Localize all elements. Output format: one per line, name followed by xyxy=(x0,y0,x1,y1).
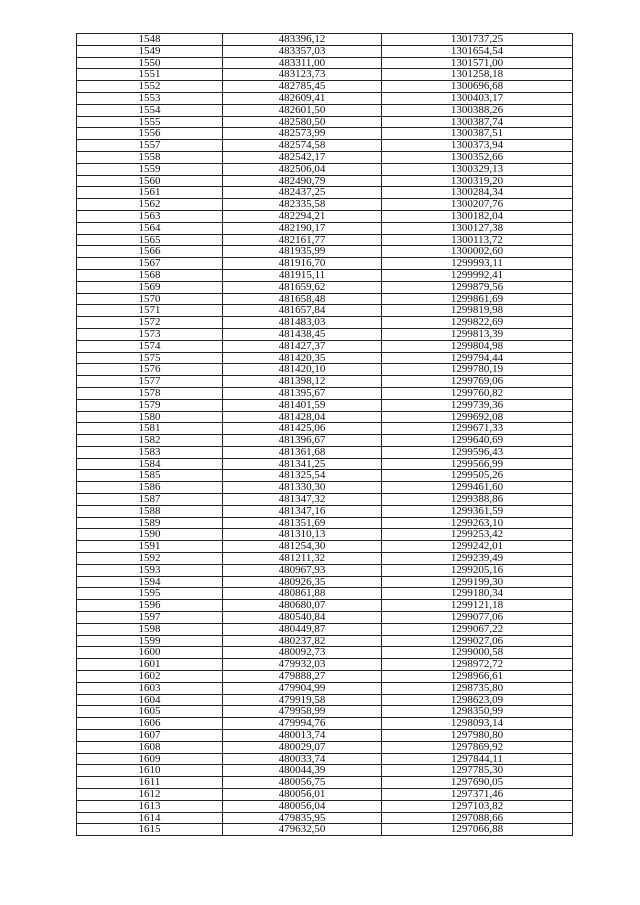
point-number-cell: 1602 xyxy=(77,671,223,683)
table-row xyxy=(77,163,573,175)
x-coordinate-cell: 481438,45 xyxy=(223,328,382,340)
point-number-cell: 1593 xyxy=(77,564,223,576)
x-coordinate-cell: 481398,12 xyxy=(223,376,382,388)
y-coordinate-cell: 1299239,49 xyxy=(382,553,573,565)
y-coordinate-cell: 1299879,56 xyxy=(382,281,573,293)
table-row xyxy=(77,104,573,116)
table-row xyxy=(77,494,573,506)
point-number-cell: 1597 xyxy=(77,612,223,624)
y-coordinate-cell: 1297785,30 xyxy=(382,765,573,777)
table-row xyxy=(77,57,573,69)
y-coordinate-cell: 1301571,00 xyxy=(382,57,573,69)
table-row xyxy=(77,694,573,706)
table-row xyxy=(77,34,573,46)
x-coordinate-cell: 482574,58 xyxy=(223,140,382,152)
x-coordinate-cell: 480056,01 xyxy=(223,789,382,801)
x-coordinate-cell: 481427,37 xyxy=(223,340,382,352)
x-coordinate-cell: 480861,88 xyxy=(223,588,382,600)
point-number-cell: 1610 xyxy=(77,765,223,777)
y-coordinate-cell: 1301654,54 xyxy=(382,45,573,57)
point-number-cell: 1550 xyxy=(77,57,223,69)
point-number-cell: 1588 xyxy=(77,505,223,517)
point-number-cell: 1578 xyxy=(77,387,223,399)
point-number-cell: 1572 xyxy=(77,317,223,329)
point-number-cell: 1598 xyxy=(77,623,223,635)
point-number-cell: 1569 xyxy=(77,281,223,293)
coordinates-table xyxy=(76,33,573,836)
point-number-cell: 1560 xyxy=(77,175,223,187)
point-number-cell: 1553 xyxy=(77,92,223,104)
point-number-cell: 1608 xyxy=(77,741,223,753)
table-row xyxy=(77,92,573,104)
table-row xyxy=(77,482,573,494)
y-coordinate-cell: 1299739,36 xyxy=(382,399,573,411)
point-number-cell: 1564 xyxy=(77,222,223,234)
table-row xyxy=(77,777,573,789)
y-coordinate-cell: 1300207,76 xyxy=(382,199,573,211)
point-number-cell: 1562 xyxy=(77,199,223,211)
point-number-cell: 1568 xyxy=(77,269,223,281)
y-coordinate-cell: 1298972,72 xyxy=(382,659,573,671)
x-coordinate-cell: 480056,75 xyxy=(223,777,382,789)
table-row xyxy=(77,128,573,140)
x-coordinate-cell: 480029,07 xyxy=(223,741,382,753)
y-coordinate-cell: 1300387,74 xyxy=(382,116,573,128)
x-coordinate-cell: 482190,17 xyxy=(223,222,382,234)
x-coordinate-cell: 480540,84 xyxy=(223,612,382,624)
y-coordinate-cell: 1299388,86 xyxy=(382,494,573,506)
point-number-cell: 1570 xyxy=(77,293,223,305)
point-number-cell: 1577 xyxy=(77,376,223,388)
point-number-cell: 1552 xyxy=(77,81,223,93)
table-row xyxy=(77,623,573,635)
x-coordinate-cell: 479888,27 xyxy=(223,671,382,683)
y-coordinate-cell: 1300387,51 xyxy=(382,128,573,140)
x-coordinate-cell: 483396,12 xyxy=(223,34,382,46)
table-row xyxy=(77,576,573,588)
point-number-cell: 1612 xyxy=(77,789,223,801)
y-coordinate-cell: 1299992,41 xyxy=(382,269,573,281)
point-number-cell: 1611 xyxy=(77,777,223,789)
table-row xyxy=(77,187,573,199)
point-number-cell: 1571 xyxy=(77,305,223,317)
x-coordinate-cell: 480449,87 xyxy=(223,623,382,635)
x-coordinate-cell: 481395,67 xyxy=(223,387,382,399)
point-number-cell: 1580 xyxy=(77,411,223,423)
point-number-cell: 1604 xyxy=(77,694,223,706)
table-row xyxy=(77,210,573,222)
y-coordinate-cell: 1300002,60 xyxy=(382,246,573,258)
y-coordinate-cell: 1300319,20 xyxy=(382,175,573,187)
point-number-cell: 1585 xyxy=(77,470,223,482)
y-coordinate-cell: 1299180,34 xyxy=(382,588,573,600)
table-row xyxy=(77,81,573,93)
point-number-cell: 1600 xyxy=(77,647,223,659)
table-row xyxy=(77,824,573,836)
table-row xyxy=(77,529,573,541)
table-row xyxy=(77,269,573,281)
point-number-cell: 1590 xyxy=(77,529,223,541)
x-coordinate-cell: 480926,35 xyxy=(223,576,382,588)
y-coordinate-cell: 1297980,80 xyxy=(382,730,573,742)
table-row xyxy=(77,328,573,340)
x-coordinate-cell: 482609,41 xyxy=(223,92,382,104)
x-coordinate-cell: 481935,99 xyxy=(223,246,382,258)
point-number-cell: 1574 xyxy=(77,340,223,352)
x-coordinate-cell: 482490,79 xyxy=(223,175,382,187)
point-number-cell: 1584 xyxy=(77,458,223,470)
y-coordinate-cell: 1299027,06 xyxy=(382,635,573,647)
x-coordinate-cell: 481330,30 xyxy=(223,482,382,494)
x-coordinate-cell: 480033,74 xyxy=(223,753,382,765)
point-number-cell: 1554 xyxy=(77,104,223,116)
y-coordinate-cell: 1299067,22 xyxy=(382,623,573,635)
y-coordinate-cell: 1299566,99 xyxy=(382,458,573,470)
table-row xyxy=(77,199,573,211)
y-coordinate-cell: 1299199,30 xyxy=(382,576,573,588)
point-number-cell: 1566 xyxy=(77,246,223,258)
table-row xyxy=(77,281,573,293)
table-row xyxy=(77,588,573,600)
point-number-cell: 1603 xyxy=(77,682,223,694)
point-number-cell: 1555 xyxy=(77,116,223,128)
x-coordinate-cell: 482161,77 xyxy=(223,234,382,246)
point-number-cell: 1556 xyxy=(77,128,223,140)
point-number-cell: 1596 xyxy=(77,600,223,612)
point-number-cell: 1601 xyxy=(77,659,223,671)
x-coordinate-cell: 481310,13 xyxy=(223,529,382,541)
table-row xyxy=(77,682,573,694)
y-coordinate-cell: 1300373,94 xyxy=(382,140,573,152)
x-coordinate-cell: 483311,00 xyxy=(223,57,382,69)
x-coordinate-cell: 482785,45 xyxy=(223,81,382,93)
y-coordinate-cell: 1299000,58 xyxy=(382,647,573,659)
table-row xyxy=(77,765,573,777)
table-row xyxy=(77,659,573,671)
table-row xyxy=(77,293,573,305)
x-coordinate-cell: 480237,82 xyxy=(223,635,382,647)
table-row xyxy=(77,69,573,81)
x-coordinate-cell: 481347,32 xyxy=(223,494,382,506)
y-coordinate-cell: 1300352,66 xyxy=(382,151,573,163)
y-coordinate-cell: 1300127,38 xyxy=(382,222,573,234)
y-coordinate-cell: 1298623,09 xyxy=(382,694,573,706)
table-row xyxy=(77,364,573,376)
point-number-cell: 1573 xyxy=(77,328,223,340)
y-coordinate-cell: 1299804,98 xyxy=(382,340,573,352)
y-coordinate-cell: 1300113,72 xyxy=(382,234,573,246)
y-coordinate-cell: 1299121,18 xyxy=(382,600,573,612)
y-coordinate-cell: 1299813,39 xyxy=(382,328,573,340)
table-row xyxy=(77,612,573,624)
x-coordinate-cell: 480056,04 xyxy=(223,800,382,812)
point-number-cell: 1599 xyxy=(77,635,223,647)
y-coordinate-cell: 1299993,11 xyxy=(382,258,573,270)
y-coordinate-cell: 1299205,16 xyxy=(382,564,573,576)
point-number-cell: 1563 xyxy=(77,210,223,222)
table-row xyxy=(77,45,573,57)
table-row xyxy=(77,175,573,187)
y-coordinate-cell: 1299242,01 xyxy=(382,541,573,553)
point-number-cell: 1591 xyxy=(77,541,223,553)
point-number-cell: 1609 xyxy=(77,753,223,765)
y-coordinate-cell: 1300182,04 xyxy=(382,210,573,222)
point-number-cell: 1559 xyxy=(77,163,223,175)
x-coordinate-cell: 480680,07 xyxy=(223,600,382,612)
table-row xyxy=(77,635,573,647)
point-number-cell: 1549 xyxy=(77,45,223,57)
y-coordinate-cell: 1299671,33 xyxy=(382,423,573,435)
x-coordinate-cell: 479932,03 xyxy=(223,659,382,671)
point-number-cell: 1561 xyxy=(77,187,223,199)
y-coordinate-cell: 1297690,05 xyxy=(382,777,573,789)
table-row xyxy=(77,376,573,388)
table-row xyxy=(77,789,573,801)
point-number-cell: 1579 xyxy=(77,399,223,411)
y-coordinate-cell: 1299077,06 xyxy=(382,612,573,624)
point-number-cell: 1607 xyxy=(77,730,223,742)
table-row xyxy=(77,541,573,553)
point-number-cell: 1587 xyxy=(77,494,223,506)
y-coordinate-cell: 1297844,11 xyxy=(382,753,573,765)
table-row xyxy=(77,647,573,659)
table-row xyxy=(77,706,573,718)
x-coordinate-cell: 481361,68 xyxy=(223,446,382,458)
y-coordinate-cell: 1299794,44 xyxy=(382,352,573,364)
x-coordinate-cell: 482542,17 xyxy=(223,151,382,163)
table-row xyxy=(77,505,573,517)
table-row xyxy=(77,800,573,812)
x-coordinate-cell: 481211,32 xyxy=(223,553,382,565)
y-coordinate-cell: 1299461,60 xyxy=(382,482,573,494)
y-coordinate-cell: 1297103,82 xyxy=(382,800,573,812)
x-coordinate-cell: 482601,50 xyxy=(223,104,382,116)
x-coordinate-cell: 481401,59 xyxy=(223,399,382,411)
table-row xyxy=(77,553,573,565)
point-number-cell: 1575 xyxy=(77,352,223,364)
y-coordinate-cell: 1299780,19 xyxy=(382,364,573,376)
y-coordinate-cell: 1299769,06 xyxy=(382,376,573,388)
x-coordinate-cell: 482437,25 xyxy=(223,187,382,199)
x-coordinate-cell: 483357,03 xyxy=(223,45,382,57)
point-number-cell: 1613 xyxy=(77,800,223,812)
x-coordinate-cell: 481420,35 xyxy=(223,352,382,364)
x-coordinate-cell: 481254,30 xyxy=(223,541,382,553)
y-coordinate-cell: 1301737,25 xyxy=(382,34,573,46)
y-coordinate-cell: 1299640,69 xyxy=(382,435,573,447)
point-number-cell: 1551 xyxy=(77,69,223,81)
y-coordinate-cell: 1299263,10 xyxy=(382,517,573,529)
x-coordinate-cell: 481428,04 xyxy=(223,411,382,423)
table-row xyxy=(77,423,573,435)
y-coordinate-cell: 1298966,61 xyxy=(382,671,573,683)
x-coordinate-cell: 481325,54 xyxy=(223,470,382,482)
x-coordinate-cell: 481420,10 xyxy=(223,364,382,376)
table-row xyxy=(77,411,573,423)
y-coordinate-cell: 1297869,92 xyxy=(382,741,573,753)
x-coordinate-cell: 481657,84 xyxy=(223,305,382,317)
point-number-cell: 1589 xyxy=(77,517,223,529)
x-coordinate-cell: 481351,69 xyxy=(223,517,382,529)
x-coordinate-cell: 481425,06 xyxy=(223,423,382,435)
x-coordinate-cell: 481916,70 xyxy=(223,258,382,270)
point-number-cell: 1567 xyxy=(77,258,223,270)
table-row xyxy=(77,140,573,152)
table-row xyxy=(77,812,573,824)
x-coordinate-cell: 479994,76 xyxy=(223,718,382,730)
y-coordinate-cell: 1299760,82 xyxy=(382,387,573,399)
y-coordinate-cell: 1299819,98 xyxy=(382,305,573,317)
table-row xyxy=(77,305,573,317)
y-coordinate-cell: 1299253,42 xyxy=(382,529,573,541)
x-coordinate-cell: 479958,99 xyxy=(223,706,382,718)
table-row xyxy=(77,317,573,329)
y-coordinate-cell: 1299361,59 xyxy=(382,505,573,517)
table-row xyxy=(77,671,573,683)
table-row xyxy=(77,564,573,576)
point-number-cell: 1605 xyxy=(77,706,223,718)
y-coordinate-cell: 1298350,99 xyxy=(382,706,573,718)
x-coordinate-cell: 481658,48 xyxy=(223,293,382,305)
table-row xyxy=(77,730,573,742)
x-coordinate-cell: 480044,39 xyxy=(223,765,382,777)
point-number-cell: 1594 xyxy=(77,576,223,588)
x-coordinate-cell: 481659,62 xyxy=(223,281,382,293)
table-row xyxy=(77,352,573,364)
point-number-cell: 1557 xyxy=(77,140,223,152)
y-coordinate-cell: 1299822,69 xyxy=(382,317,573,329)
table-row xyxy=(77,753,573,765)
y-coordinate-cell: 1298093,14 xyxy=(382,718,573,730)
point-number-cell: 1558 xyxy=(77,151,223,163)
point-number-cell: 1576 xyxy=(77,364,223,376)
x-coordinate-cell: 479835,95 xyxy=(223,812,382,824)
x-coordinate-cell: 479919,58 xyxy=(223,694,382,706)
x-coordinate-cell: 482294,21 xyxy=(223,210,382,222)
table-row xyxy=(77,258,573,270)
y-coordinate-cell: 1299861,69 xyxy=(382,293,573,305)
point-number-cell: 1581 xyxy=(77,423,223,435)
x-coordinate-cell: 483123,73 xyxy=(223,69,382,81)
x-coordinate-cell: 482573,99 xyxy=(223,128,382,140)
point-number-cell: 1606 xyxy=(77,718,223,730)
y-coordinate-cell: 1300696,68 xyxy=(382,81,573,93)
x-coordinate-cell: 481483,03 xyxy=(223,317,382,329)
coordinates-table-body xyxy=(77,34,573,836)
y-coordinate-cell: 1297088,66 xyxy=(382,812,573,824)
table-row xyxy=(77,399,573,411)
y-coordinate-cell: 1298735,80 xyxy=(382,682,573,694)
point-number-cell: 1582 xyxy=(77,435,223,447)
point-number-cell: 1614 xyxy=(77,812,223,824)
table-row xyxy=(77,340,573,352)
table-row xyxy=(77,470,573,482)
y-coordinate-cell: 1300403,17 xyxy=(382,92,573,104)
x-coordinate-cell: 481396,67 xyxy=(223,435,382,447)
table-row xyxy=(77,116,573,128)
table-row xyxy=(77,234,573,246)
y-coordinate-cell: 1299692,08 xyxy=(382,411,573,423)
point-number-cell: 1586 xyxy=(77,482,223,494)
x-coordinate-cell: 479904,99 xyxy=(223,682,382,694)
table-row xyxy=(77,446,573,458)
point-number-cell: 1595 xyxy=(77,588,223,600)
x-coordinate-cell: 480092,73 xyxy=(223,647,382,659)
x-coordinate-cell: 480967,93 xyxy=(223,564,382,576)
y-coordinate-cell: 1301258,18 xyxy=(382,69,573,81)
point-number-cell: 1548 xyxy=(77,34,223,46)
x-coordinate-cell: 482335,58 xyxy=(223,199,382,211)
y-coordinate-cell: 1297066,88 xyxy=(382,824,573,836)
table-row xyxy=(77,246,573,258)
table-row xyxy=(77,222,573,234)
table-row xyxy=(77,718,573,730)
x-coordinate-cell: 482580,50 xyxy=(223,116,382,128)
point-number-cell: 1565 xyxy=(77,234,223,246)
table-row xyxy=(77,741,573,753)
point-number-cell: 1592 xyxy=(77,553,223,565)
x-coordinate-cell: 480013,74 xyxy=(223,730,382,742)
table-row xyxy=(77,600,573,612)
table-row xyxy=(77,151,573,163)
x-coordinate-cell: 481915,11 xyxy=(223,269,382,281)
y-coordinate-cell: 1299596,43 xyxy=(382,446,573,458)
y-coordinate-cell: 1300388,26 xyxy=(382,104,573,116)
x-coordinate-cell: 481347,16 xyxy=(223,505,382,517)
table-row xyxy=(77,517,573,529)
x-coordinate-cell: 482506,04 xyxy=(223,163,382,175)
y-coordinate-cell: 1300329,13 xyxy=(382,163,573,175)
y-coordinate-cell: 1297371,46 xyxy=(382,789,573,801)
y-coordinate-cell: 1299505,26 xyxy=(382,470,573,482)
table-row xyxy=(77,387,573,399)
point-number-cell: 1615 xyxy=(77,824,223,836)
point-number-cell: 1583 xyxy=(77,446,223,458)
table-row xyxy=(77,435,573,447)
y-coordinate-cell: 1300284,34 xyxy=(382,187,573,199)
x-coordinate-cell: 481341,25 xyxy=(223,458,382,470)
x-coordinate-cell: 479632,50 xyxy=(223,824,382,836)
table-row xyxy=(77,458,573,470)
